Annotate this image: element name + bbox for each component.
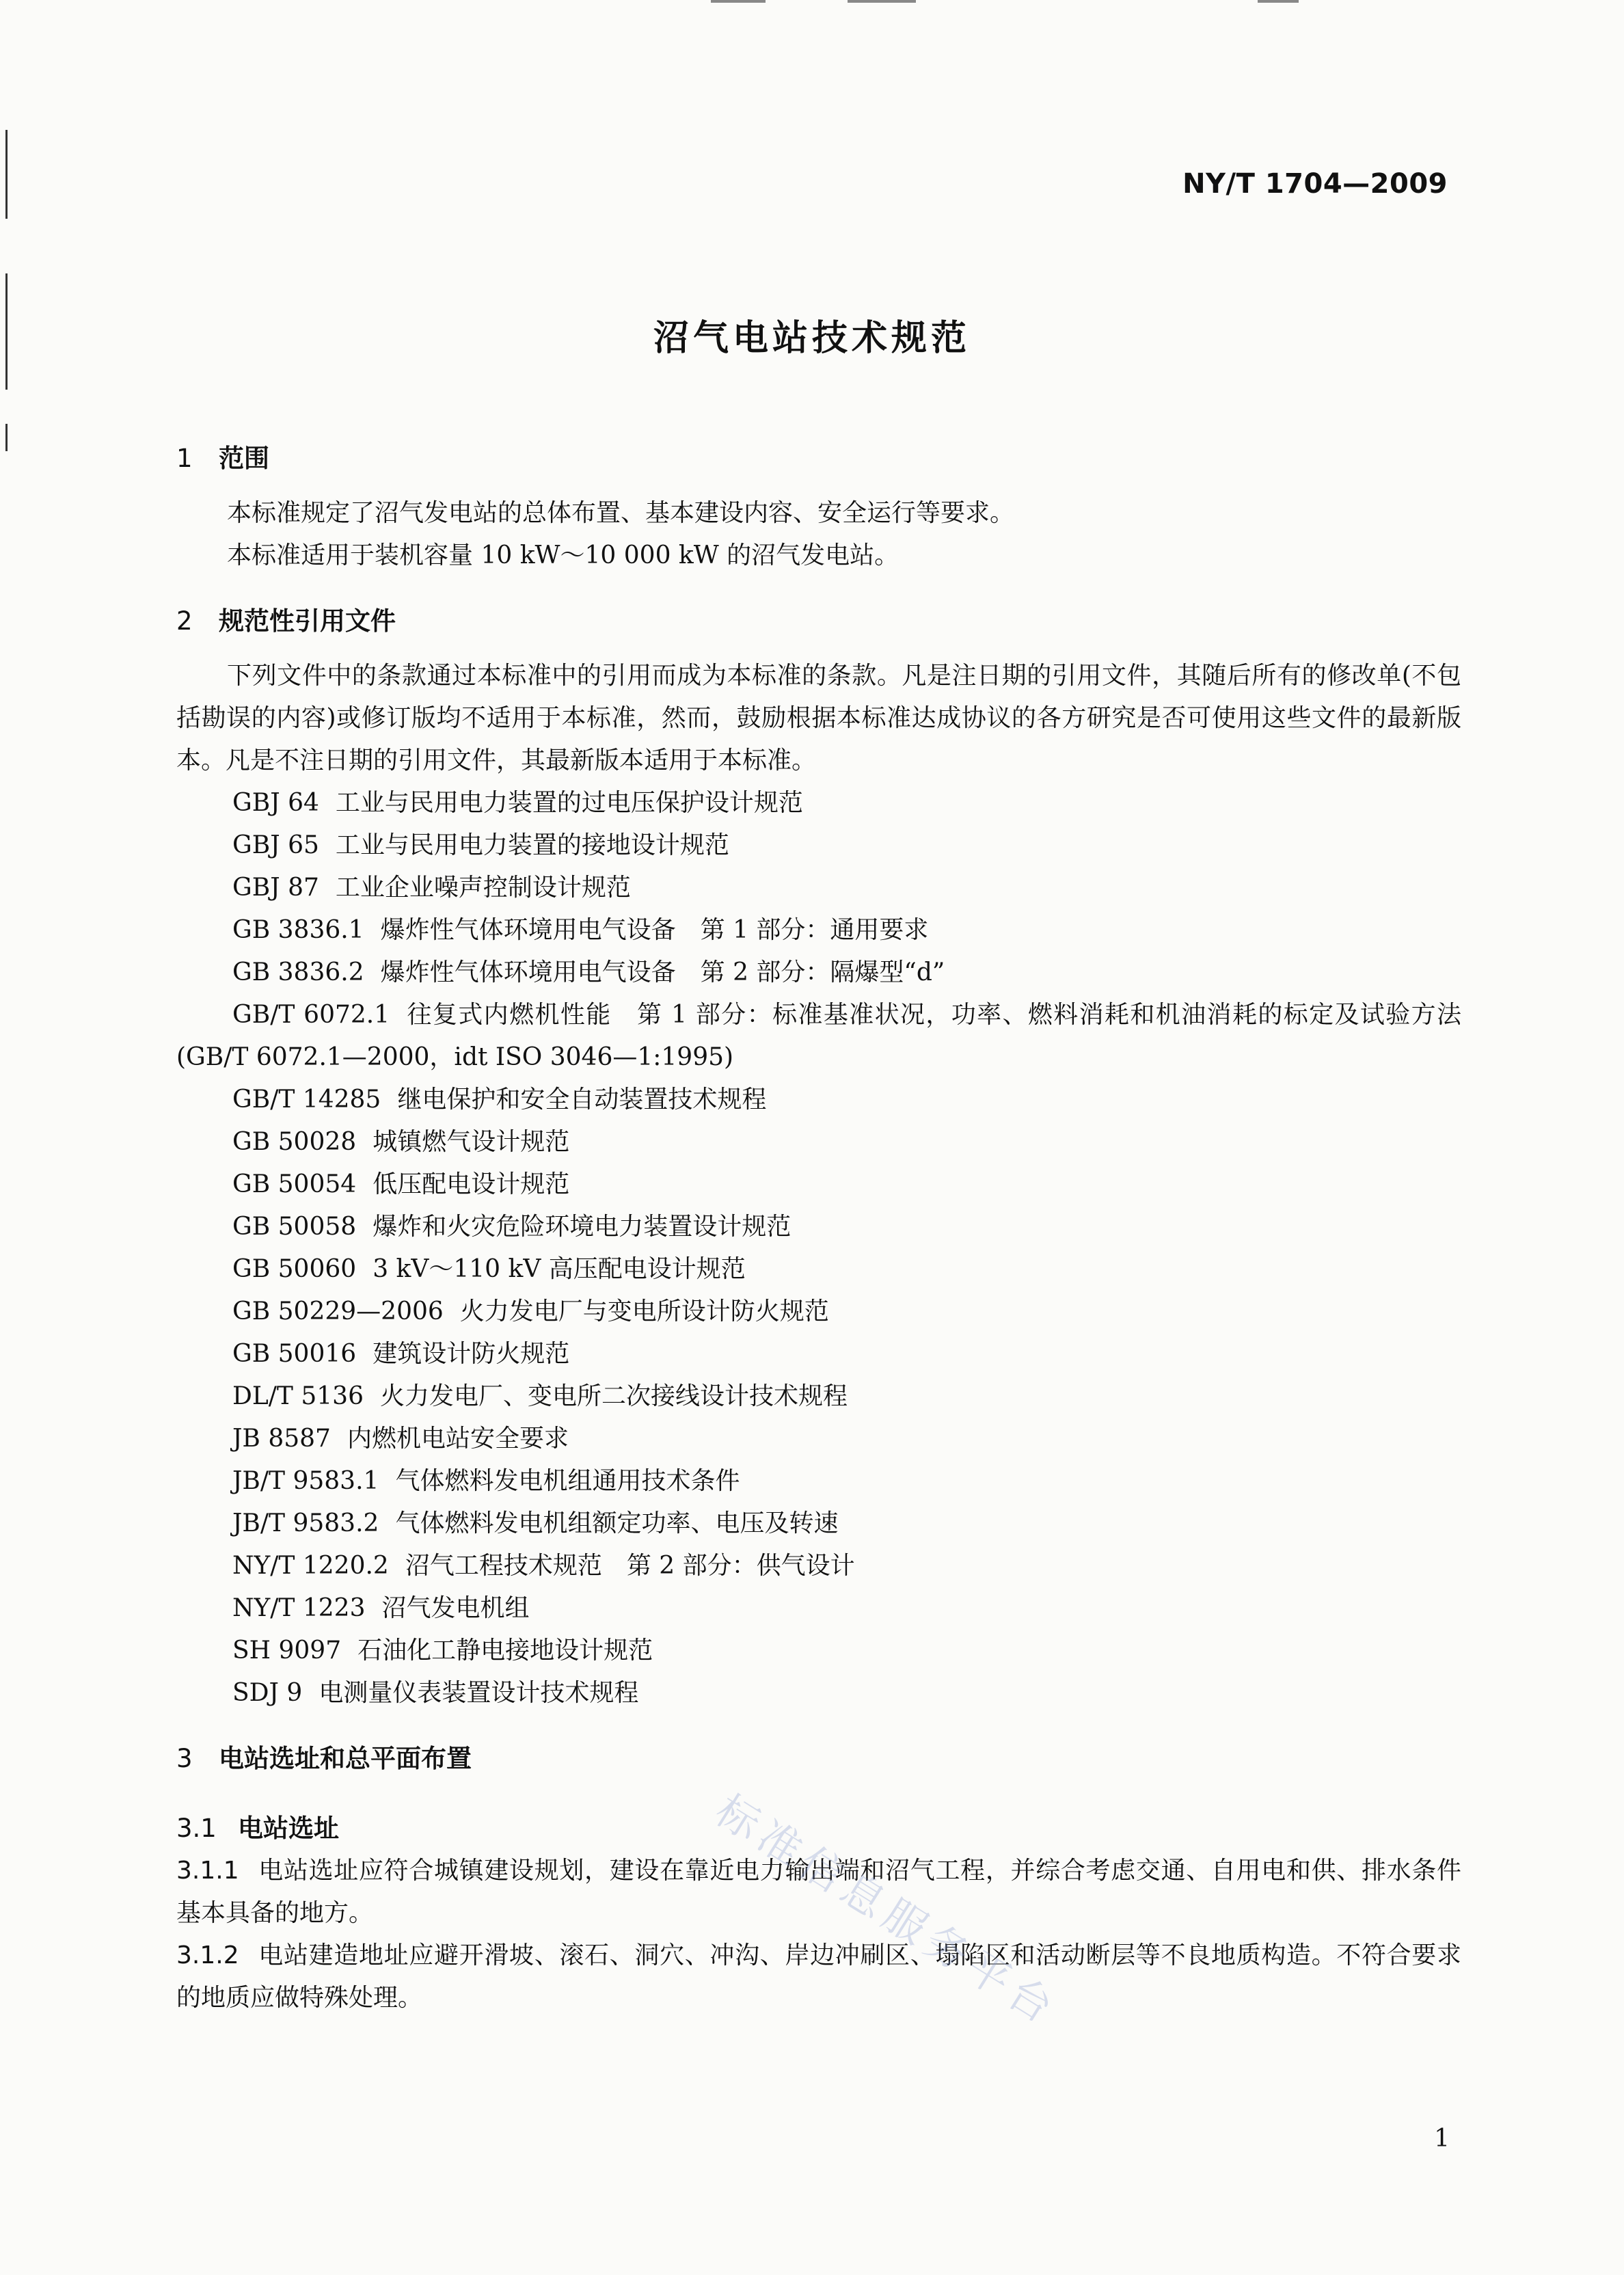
scan-top-mark	[848, 0, 916, 3]
section-number: 2	[176, 606, 193, 636]
reference-item: DL/T 5136 火力发电厂、变电所二次接线设计技术规程	[232, 1382, 848, 1410]
reference-item: JB/T 9583.1 气体燃料发电机组通用技术条件	[232, 1467, 740, 1495]
reference-item: GBJ 87 工业企业噪声控制设计规范	[232, 874, 631, 902]
section-1-heading	[176, 438, 1461, 480]
reference-item: GB 50016 建筑设计防火规范	[232, 1340, 570, 1368]
reference-item: GB 50028 城镇燃气设计规范	[232, 1128, 570, 1156]
section-number: 1	[176, 444, 193, 473]
section-number: 3	[176, 1744, 193, 1773]
reference-item: JB/T 9583.2 气体燃料发电机组额定功率、电压及转速	[232, 1509, 839, 1537]
reference-item: GBJ 65 工业与民用电力装置的接地设计规范	[232, 831, 729, 859]
reference-item: JB 8587 内燃机电站安全要求	[232, 1425, 569, 1453]
watermark: 标准信息服务平台	[707, 1785, 1068, 2036]
clause: 3.1.2 电站建造地址应避开滑坡、滚石、洞穴、冲沟、岸边冲刷区、塌陷区和活动断层等不良地质构造。不符合要求的地质应做特殊处理。	[176, 1941, 1461, 2012]
section-3-heading	[176, 1738, 1461, 1780]
standard-code: NY/T 1704—2009	[1182, 168, 1448, 200]
scan-top-mark	[1258, 0, 1299, 3]
scan-edge-mark	[5, 130, 8, 219]
reference-item: NY/T 1223 沼气发电机组	[232, 1594, 530, 1622]
reference-item: GB 3836.1 爆炸性气体环境用电气设备 第 1 部分：通用要求	[232, 916, 929, 944]
section-title: 电站选址和总平面布置	[219, 1744, 472, 1773]
document-body	[176, 438, 1461, 2019]
scan-top-mark	[711, 0, 766, 3]
reference-item: GB 50058 爆炸和火灾危险环境电力装置设计规范	[232, 1213, 791, 1241]
reference-item: GB/T 6072.1 往复式内燃机性能 第 1 部分：标准基准状况，功率、燃料消耗和机油消耗的标定及试验方法(GB/T 6072.1—2000，idt ISO 3046—1:1995)	[176, 1001, 1462, 1071]
document-title: 沼气电站技术规范	[653, 318, 971, 359]
scan-edge-mark	[5, 424, 8, 451]
reference-item: GB 50229—2006 火力发电厂与变电所设计防火规范	[232, 1297, 829, 1325]
reference-item: GB 3836.2 爆炸性气体环境用电气设备 第 2 部分：隔爆型“d”	[232, 958, 945, 986]
paragraph: 下列文件中的条款通过本标准中的引用而成为本标准的条款。凡是注日期的引用文件，其随后所有的修改单(不包括勘误的内容)或修订版均不适用于本标准，然而，鼓励根据本标准达成协议的各方研究是否可使用这些文件的最新版本。凡是不注日期的引用文件，其最新版本适用于本标准。	[176, 662, 1461, 775]
paragraph: 本标准规定了沼气发电站的总体布置、基本建设内容、安全运行等要求。	[227, 499, 1015, 527]
reference-item: GBJ 64 工业与民用电力装置的过电压保护设计规范	[232, 789, 803, 817]
subsection-number: 3.1	[176, 1814, 217, 1843]
paragraph: 本标准适用于装机容量 10 kW～10 000 kW 的沼气发电站。	[227, 541, 899, 569]
reference-item: SDJ 9 电测量仪表装置设计技术规程	[232, 1679, 639, 1707]
section-title: 规范性引用文件	[219, 606, 396, 636]
reference-item: GB/T 14285 继电保护和安全自动装置技术规程	[232, 1086, 767, 1114]
subsection-title: 电站选址	[238, 1814, 339, 1843]
reference-item: GB 50060 3 kV～110 kV 高压配电设计规范	[232, 1255, 746, 1283]
reference-item: SH 9097 石油化工静电接地设计规范	[232, 1637, 653, 1665]
section-2-heading	[176, 600, 1461, 643]
clause: 3.1.1 电站选址应符合城镇建设规划，建设在靠近电力输出端和沼气工程，并综合考虑交通、自用电和供、排水条件基本具备的地方。	[176, 1857, 1461, 1927]
section-title: 范围	[219, 444, 269, 473]
reference-item: GB 50054 低压配电设计规范	[232, 1170, 570, 1198]
reference-item: NY/T 1220.2 沼气工程技术规范 第 2 部分：供气设计	[232, 1552, 855, 1580]
page-number: 1	[1434, 2125, 1450, 2153]
